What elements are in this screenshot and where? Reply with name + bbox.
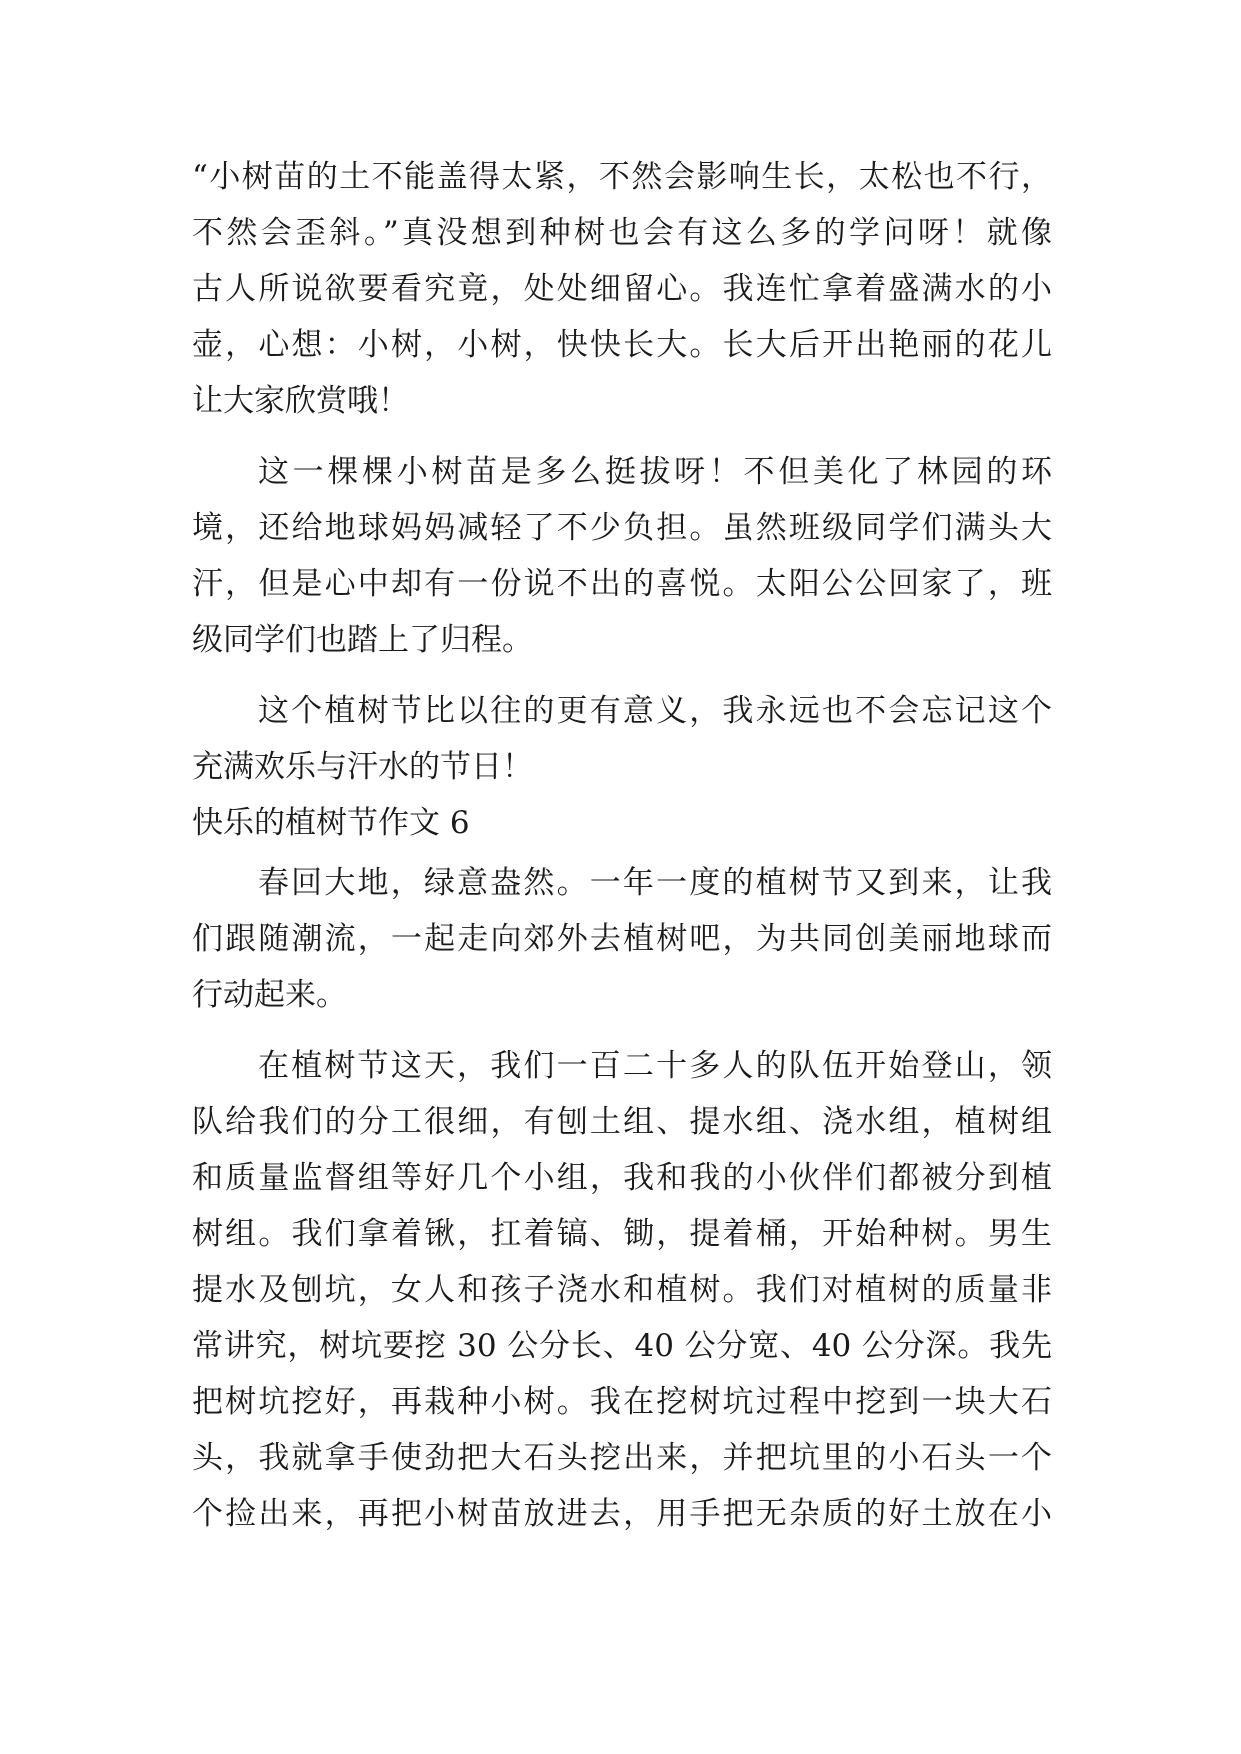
paragraph-line: 在植树节这天，我们一百二十多人的队伍开始登山，领 bbox=[258, 1048, 1052, 1084]
paragraph-line: 们跟随潮流，一起走向郊外去植树吧，为共同创美丽地球而 bbox=[192, 921, 1052, 957]
paragraph-line: 壶，心想：小树，小树，快快长大。长大后开出艳丽的花儿 bbox=[192, 327, 1052, 363]
paragraph-line: 和质量监督组等好几个小组，我和我的小伙伴们都被分到植 bbox=[192, 1160, 1052, 1196]
paragraph-line: 汗，但是心中却有一份说不出的喜悦。太阳公公回家了，班 bbox=[192, 566, 1052, 602]
paragraph-line: 古人所说欲要看究竟，处处细留心。我连忙拿着盛满水的小 bbox=[192, 271, 1052, 307]
paragraph-line: “小树苗的土不能盖得太紧，不然会影响生长，太松也不行， bbox=[192, 159, 1052, 195]
paragraph-line: 行动起来。 bbox=[192, 977, 347, 1013]
paragraph-line: 级同学们也踏上了归程。 bbox=[192, 622, 533, 658]
paragraph-line: 让大家欣赏哦！ bbox=[192, 383, 409, 419]
paragraph-line: 不然会歪斜。”真没想到种树也会有这么多的学问呀！就像 bbox=[192, 215, 1052, 251]
paragraph-line: 个捡出来，再把小树苗放进去，用手把无杂质的好土放在小 bbox=[192, 1496, 1052, 1532]
paragraph-line: 充满欢乐与汗水的节日！ bbox=[192, 749, 533, 785]
paragraph-line: 头，我就拿手使劲把大石头挖出来，并把坑里的小石头一个 bbox=[192, 1440, 1052, 1476]
paragraph-line: 把树坑挖好，再栽种小树。我在挖树坑过程中挖到一块大石 bbox=[192, 1384, 1052, 1420]
paragraph-line: 春回大地，绿意盎然。一年一度的植树节又到来，让我 bbox=[258, 865, 1052, 901]
paragraph-line: 这一棵棵小树苗是多么挺拔呀！不但美化了林园的环 bbox=[258, 454, 1052, 490]
paragraph-line: 这个植树节比以往的更有意义，我永远也不会忘记这个 bbox=[258, 693, 1052, 729]
paragraph-line: 树组。我们拿着锹，扛着镐、锄，提着桶，开始种树。男生 bbox=[192, 1216, 1052, 1252]
paragraph-line: 境，还给地球妈妈减轻了不少负担。虽然班级同学们满头大 bbox=[192, 510, 1052, 546]
section-heading: 快乐的植树节作文 6 bbox=[192, 805, 470, 841]
paragraph-line: 常讲究，树坑要挖 30 公分长、40 公分宽、40 公分深。我先 bbox=[192, 1328, 1052, 1364]
paragraph-line: 队给我们的分工很细，有刨土组、提水组、浇水组，植树组 bbox=[192, 1104, 1052, 1140]
paragraph-line: 提水及刨坑，女人和孩子浇水和植树。我们对植树的质量非 bbox=[192, 1272, 1052, 1308]
